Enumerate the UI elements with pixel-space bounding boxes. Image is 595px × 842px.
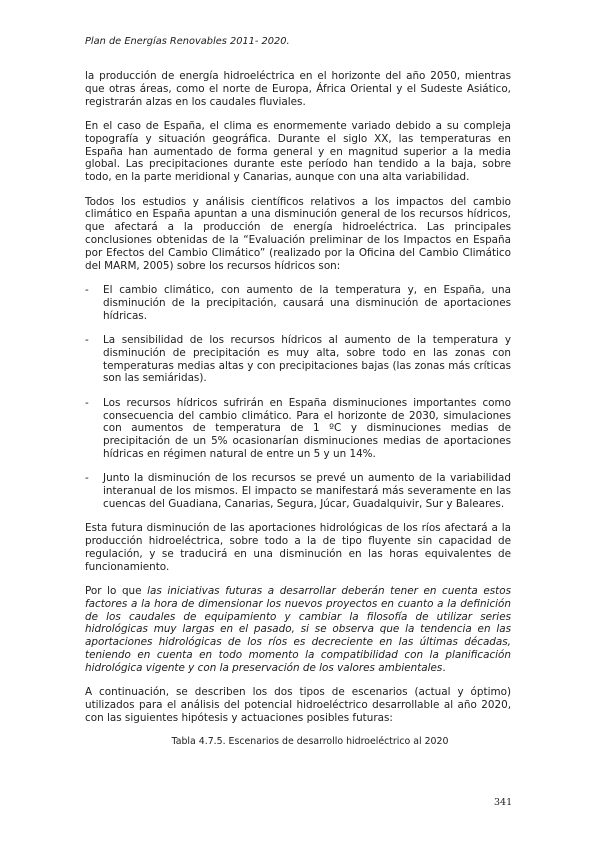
paragraph-tail: .	[442, 661, 446, 674]
paragraph-emphasis: las iniciativas futuras a desarrollar deberán tener en cuenta estos factores a la hora de dimensionar los nuevos proyectos en cuanto a la definición de los caudales de equipamiento y cambiar la filosofía de utilizar series hidrológicas muy largas en el pasado, si se observa que la tendencia en las aportaciones hidrológicas de los ríos es decreciente en las últimas décadas, teniendo en cuenta en todo momento la compatibilidad con la planificación hidrológica vigente y con la preservación de los valores ambientales	[85, 585, 511, 674]
paragraph	[85, 585, 511, 675]
paragraph: la producción de energía hidroeléctrica en el horizonte del año 2050, mientras que otras áreas, como el norte de Europa, África Oriental y el Sudeste Asiático, registrarán alzas en los caudales fluviales.	[85, 70, 511, 108]
list-item	[85, 284, 511, 322]
bullet-marker: -	[85, 396, 89, 409]
paragraph: Esta futura disminución de las aportaciones hidrológicas de los ríos afectará a la producción hidroeléctrica, sobre todo a la de tipo fluyente sin capacidad de regulación, y se traducirá en una disminución en las horas equivalentes de funcionamiento.	[85, 522, 511, 573]
list-item-text: El cambio climático, con aumento de la temperatura y, en España, una disminución de la precipitación, causará una disminución de aportaciones hídricas.	[103, 283, 511, 322]
bullet-list	[85, 284, 511, 511]
running-header: Plan de Energías Renovables 2011- 2020.	[85, 36, 290, 47]
list-item	[85, 397, 511, 461]
body-text	[85, 70, 511, 749]
paragraph: A continuación, se describen los dos tipos de escenarios (actual y óptimo) utilizados para el análisis del potencial hidroeléctrico desarrollable al año 2020, con las siguientes hipótesis y actuaciones posibles futuras:	[85, 686, 511, 724]
bullet-marker: -	[85, 283, 89, 296]
paragraph: Todos los estudios y análisis científicos relativos a los impactos del cambio climático en España apuntan a una disminución general de los recursos hídricos, que afectará a la producción de energía hidroeléctrica. Las principales conclusiones obtenidas de la “Evaluación preliminar de los Impactos en España por Efectos del Cambio Climático” (realizado por la Oficina del Cambio Climático del MARM, 2005) sobre los recursos hídricos son:	[85, 195, 511, 272]
list-item-text: Los recursos hídricos sufrirán en España disminuciones importantes como consecuencia del cambio climático. Para el horizonte de 2030, simulaciones con aumentos de temperatura de 1 ºC y disminuciones medias de precipitación de un 5% ocasionarían disminuciones medias de aportaciones hídricas en régimen natural de entre un 5 y un 14%.	[103, 396, 511, 460]
list-item-text: Junto la disminución de los recursos se prevé un aumento de la variabilidad interanual de los mismos. El impacto se manifestará más severamente en las cuencas del Guadiana, Canarias, Segura, Júcar, Guadalquivir, Sur y Baleares.	[103, 472, 511, 510]
page-number: 341	[494, 797, 513, 808]
list-item	[85, 334, 511, 385]
bullet-marker: -	[85, 472, 89, 485]
bullet-marker: -	[85, 333, 89, 346]
list-item	[85, 472, 511, 510]
paragraph: En el caso de España, el clima es enormemente variado debido a su compleja topografía y situación geográfica. Durante el siglo XX, las temperaturas en España han aumentado de forma general y en magnitud superior a la media global. Las precipitaciones durante este período han tendido a la baja, sobre todo, en la parte meridional y Canarias, aunque con una alta variabilidad.	[85, 119, 511, 184]
list-item-text: La sensibilidad de los recursos hídricos al aumento de la temperatura y disminución de precipitación es muy alta, sobre todo en las zonas con temperaturas medias altas y con precipitaciones bajas (las zonas más críticas son las semiáridas).	[103, 333, 511, 385]
paragraph-lead: Por lo que	[85, 585, 148, 598]
table-caption: Tabla 4.7.5. Escenarios de desarrollo hidroeléctrico al 2020	[171, 736, 449, 748]
